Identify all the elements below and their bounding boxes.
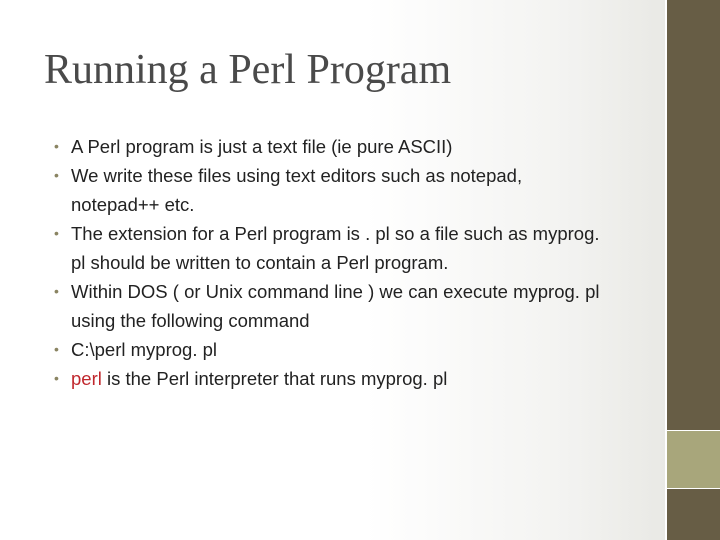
highlighted-keyword: perl — [71, 368, 102, 389]
bullet-text: Within DOS ( or Unix command line ) we can execute myprog. pl using the following command — [71, 281, 600, 331]
bullet-text: A Perl program is just a text file (ie pure ASCII) — [71, 136, 453, 157]
bullet-item — [52, 364, 612, 393]
bullet-dot-icon: • — [54, 341, 59, 357]
bullet-list — [52, 132, 612, 393]
bullet-text: We write these files using text editors such as notepad, notepad++ etc. — [71, 165, 523, 215]
bullet-item — [52, 277, 612, 335]
bullet-text: C:\perl myprog. pl — [71, 339, 217, 360]
sidebar-dark-band — [667, 0, 720, 430]
bullet-dot-icon: • — [54, 167, 59, 183]
bullet-item — [52, 132, 612, 161]
bullet-dot-icon: • — [54, 370, 59, 386]
bullet-dot-icon: • — [54, 283, 59, 299]
sidebar-light-band — [667, 431, 720, 488]
slide-title: Running a Perl Program — [44, 47, 452, 93]
bullet-text: is the Perl interpreter that runs myprog. pl — [101, 368, 448, 389]
bullet-item — [52, 219, 612, 277]
bullet-dot-icon: • — [54, 138, 59, 154]
bullet-dot-icon: • — [54, 225, 59, 241]
sidebar-dark-bottom-band — [667, 489, 720, 540]
bullet-item — [52, 161, 612, 219]
bullet-text: The extension for a Perl program is . pl so a file such as myprog. pl should be written to contain a Perl program. — [71, 223, 600, 273]
bullet-item — [52, 335, 612, 364]
